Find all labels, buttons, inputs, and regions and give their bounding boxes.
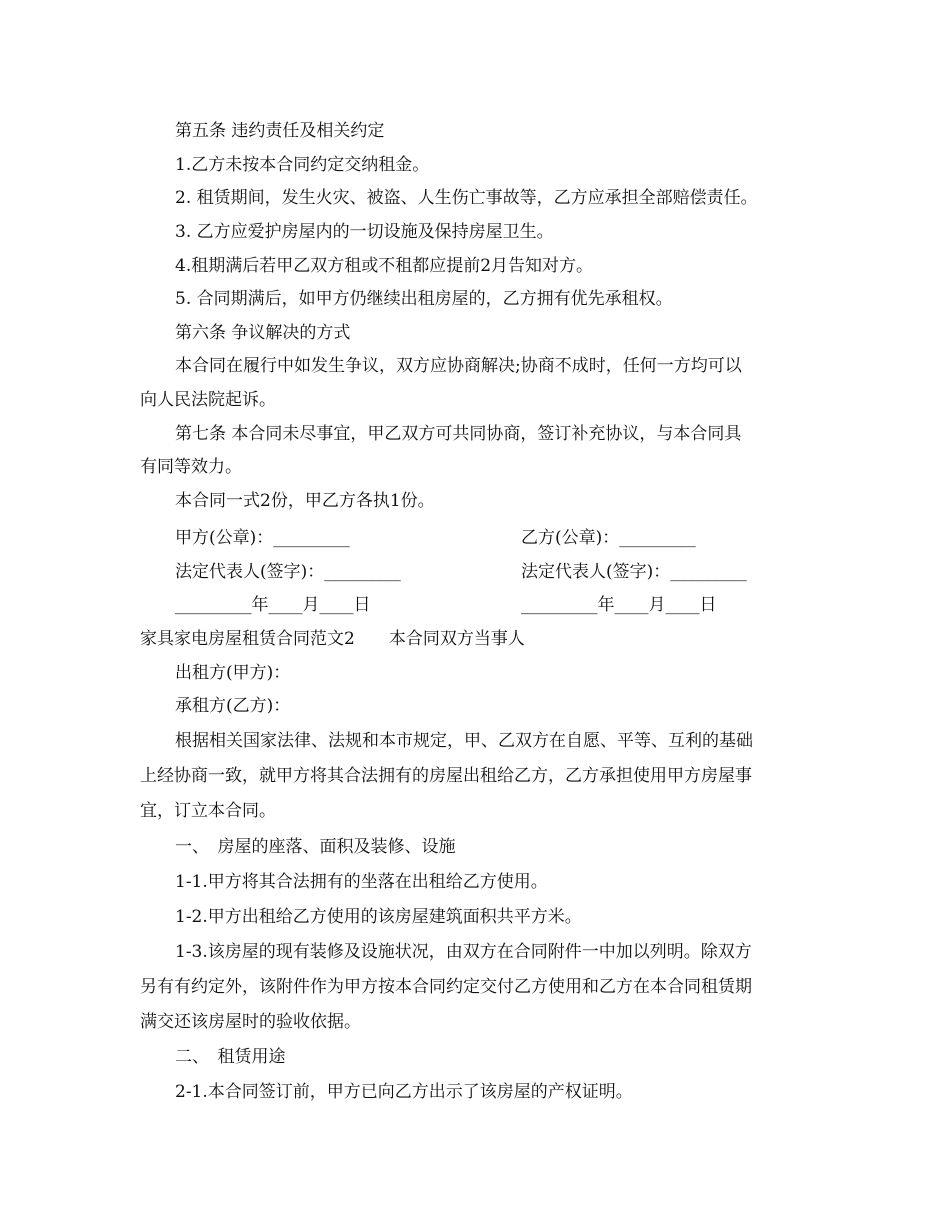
lessor-label: 出租方(甲方)： [175,663,291,683]
clause-5-5: 5. 合同期满后，如甲方仍继续出租房屋的，乙方拥有优先承租权。 [175,289,673,309]
section-2-heading: 二、 租赁用途 [175,1047,286,1067]
clause-5-1: 1.乙方未按本合同约定交纳租金。 [175,155,430,175]
clause-5-4: 4.租期满后若甲乙双方租或不租都应提前2月告知对方。 [175,256,594,276]
preamble-line-2: 上经协商一致，就甲方将其合法拥有的房屋出租给乙方，乙方承担使用甲方房屋事 [140,766,752,786]
clause-1-2: 1-2.甲方出租给乙方使用的该房屋建筑面积共平方米。 [175,907,582,927]
party-b-seal: 乙方(公章)：_________ [521,528,696,548]
clause-1-3-line-1: 1-3.该房屋的现有装修及设施状况，由双方在合同附件一中加以列明。除双方 [175,942,752,962]
party-b-date: _________年____月____日 [521,595,717,615]
article-6-heading: 第六条 争议解决的方式 [175,323,351,343]
clause-1-3-line-2: 另有有约定外，该附件作为甲方按本合同约定交付乙方使用和乙方在本合同租赁期 [140,977,752,997]
clause-2-1: 2-1.本合同签订前，甲方已向乙方出示了该房屋的产权证明。 [175,1082,633,1102]
clause-5-3: 3. 乙方应爱护房屋内的一切设施及保持房屋卫生。 [175,222,554,242]
clause-1-3-line-3: 满交还该房屋时的验收依据。 [140,1012,361,1032]
preamble-line-1: 根据相关国家法律、法规和本市规定，甲、乙双方在自愿、平等、互利的基础 [175,731,753,751]
section-1-heading: 一、 房屋的座落、面积及装修、设施 [175,837,456,857]
article-7-line-2: 有同等效力。 [140,457,242,477]
preamble-line-3: 宜，订立本合同。 [140,801,276,821]
lessee-label: 承租方(乙方)： [175,696,291,716]
party-a-representative: 法定代表人(签字)：_________ [175,562,401,582]
party-a-seal: 甲方(公章)：_________ [175,528,350,548]
party-a-date: _________年____月____日 [175,595,371,615]
clause-1-1: 1-1.甲方将其合法拥有的坐落在出租给乙方使用。 [175,872,548,892]
clause-5-2: 2. 租赁期间，发生火灾、被盗、人生伤亡事故等，乙方应承担全部赔偿责任。 [175,188,758,208]
article-5-heading: 第五条 违约责任及相关约定 [175,121,385,141]
article-6-text-line-1: 本合同在履行中如发生争议，双方应协商解决;协商不成时，任何一方均可以 [175,356,742,376]
article-7-line-1: 第七条 本合同未尽事宜，甲乙双方可共同协商，签订补充协议，与本合同具 [175,424,742,444]
copies-note: 本合同一式2份，甲乙方各执1份。 [175,491,435,511]
contract-2-title: 家具家电房屋租赁合同范文2 本合同双方当事人 [140,629,525,649]
party-b-representative: 法定代表人(签字)：_________ [521,562,747,582]
article-6-text-line-2: 向人民法院起诉。 [140,390,276,410]
